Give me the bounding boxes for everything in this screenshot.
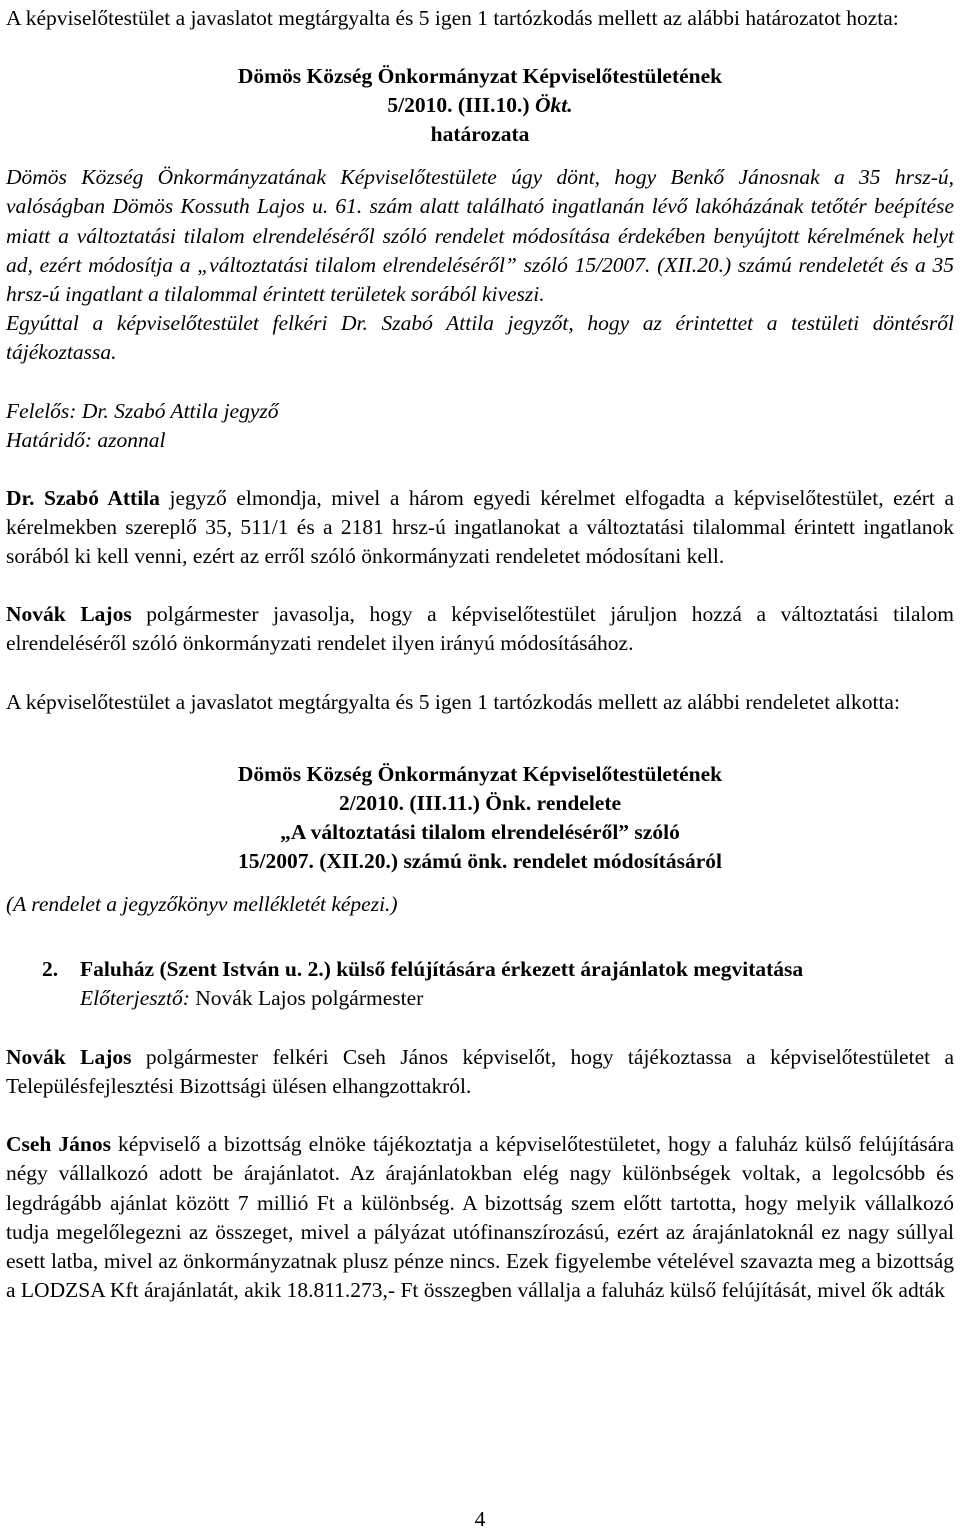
decree-number: 2/2010. (III.11.) Önk. rendelete — [338, 790, 622, 815]
agenda-item-2 — [6, 955, 954, 984]
paragraph-novak-2: Novák Lajos polgármester felkéri Cseh János képviselőt, hogy tájékoztassa a képviselőtestületet a Településfejlesztési Bizottsági ülésen elhangzottakról. — [6, 1044, 955, 1099]
resolution-body: Dömös Község Önkormányzatának Képviselőtestülete úgy dönt, hogy Benkő Jánosnak a 35 hrsz-ú, valóságban Dömös Kossuth Lajos u. 61. szám alatt található ingatlanán lévő lakóházának tetőtér beépítése miatt a változtatási tilalom elrendeléséről szóló rendelet módosítása érdekében benyújtott kérelmének helyt ad, ezért módosítja a „változtatási tilalom elrendeléséről” szóló 15/2007. (XII.20.) számú rendeletét és a 35 hrsz-ú ingatlant a tilalommal érintett területek sorából kiveszi. — [6, 165, 954, 307]
annex-note: (A rendelet a jegyzőkönyv mellékletét képezi.) — [6, 891, 398, 916]
agenda-item-title: Faluház (Szent István u. 2.) külső felújítására érkezett árajánlatok megvitatása — [80, 956, 804, 981]
deadline-line: Határidő: azonnal — [6, 427, 166, 452]
resolution-number: 5/2010. (III.10.) Ökt. — [387, 93, 573, 118]
paragraph-novak: Novák Lajos polgármester javasolja, hogy a képviselőtestület járuljon hozzá a változtatási tilalom elrendeléséről szóló önkormányzati rendelet ilyen irányú módosításához. — [6, 602, 955, 656]
decree-subject: 15/2007. (XII.20.) számú önk. rendelet módosításáról — [238, 848, 722, 873]
paragraph-vote-result-1: A képviselőtestület a javaslatot megtárgyalta és 5 igen 1 tartózkodás mellett az alábbi határozatot hozta: — [6, 6, 899, 30]
page-number: 4 — [474, 1507, 486, 1531]
speaker-name: Novák Lajos — [6, 1044, 132, 1069]
decree-title: „A változtatási tilalom elrendeléséről” szóló — [280, 819, 680, 844]
speaker-name: Novák Lajos — [6, 602, 132, 627]
resolution-body-2: Egyúttal a képviselőtestület felkéri Dr. Szabó Attila jegyzőt, hogy az érintettet a testületi döntésről tájékoztassa. — [6, 311, 954, 365]
responsible-line: Felelős: Dr. Szabó Attila jegyző — [6, 398, 279, 423]
paragraph-szabo: Dr. Szabó Attila jegyző elmondja, mivel a három egyedi kérelmet elfogadta a képviselőtestület, ezért a kérelmekben szereplő 35, 511/1 és a 2181 hrsz-ú ingatlanokat a változtatási tilalommal érintett ingatlanok sorából ki kell venni, ezért az erről szóló önkormányzati rendeletet módosítani kell. — [6, 485, 954, 569]
paragraph-cseh: Cseh János képviselő a bizottság elnöke tájékoztatja a képviselőtestületet, hogy a faluház külső felújítására négy vállalkozó adott be árajánlatot. Az árajánlatokban elég nagy különbségek voltak, a legolcsóbb és legdrágább ajánlat között 7 millió Ft a különbség. A bizottság szem előtt tartotta, hogy melyik vállalkozó tudja megelőlegezni az összeget, mivel a pályázat utófinanszírozású, ezért az árajánlatoknál ez nagy súllyal esett latba, mivel az önkormányzatnak plusz pénze nincs. Ezek figyelembe vételével szavazta meg a bizottság a LODZSA Kft árajánlatát, akik 18.811.273,- Ft összegben vállalja a faluház külső felújítását, mivel ők adták — [6, 1132, 955, 1303]
speaker-name: Dr. Szabó Attila — [6, 485, 160, 510]
paragraph-vote-result-2: A képviselőtestület a javaslatot megtárgyalta és 5 igen 1 tartózkodás mellett az alábbi rendeletet alkotta: — [6, 689, 900, 714]
resolution-heading — [6, 62, 954, 149]
speaker-name: Cseh János — [6, 1132, 111, 1157]
agenda-item-number: 2. — [42, 956, 59, 981]
decree-heading — [6, 760, 954, 876]
decree-issuer: Dömös Község Önkormányzat Képviselőtestületének — [237, 761, 723, 786]
resolution-label: határozata — [430, 122, 530, 147]
page-content — [6, 4, 954, 1305]
agenda-item-presenter: Előterjesztő: Novák Lajos polgármester — [80, 985, 424, 1010]
resolution-issuer: Dömös Község Önkormányzat Képviselőtestületének — [237, 64, 723, 89]
